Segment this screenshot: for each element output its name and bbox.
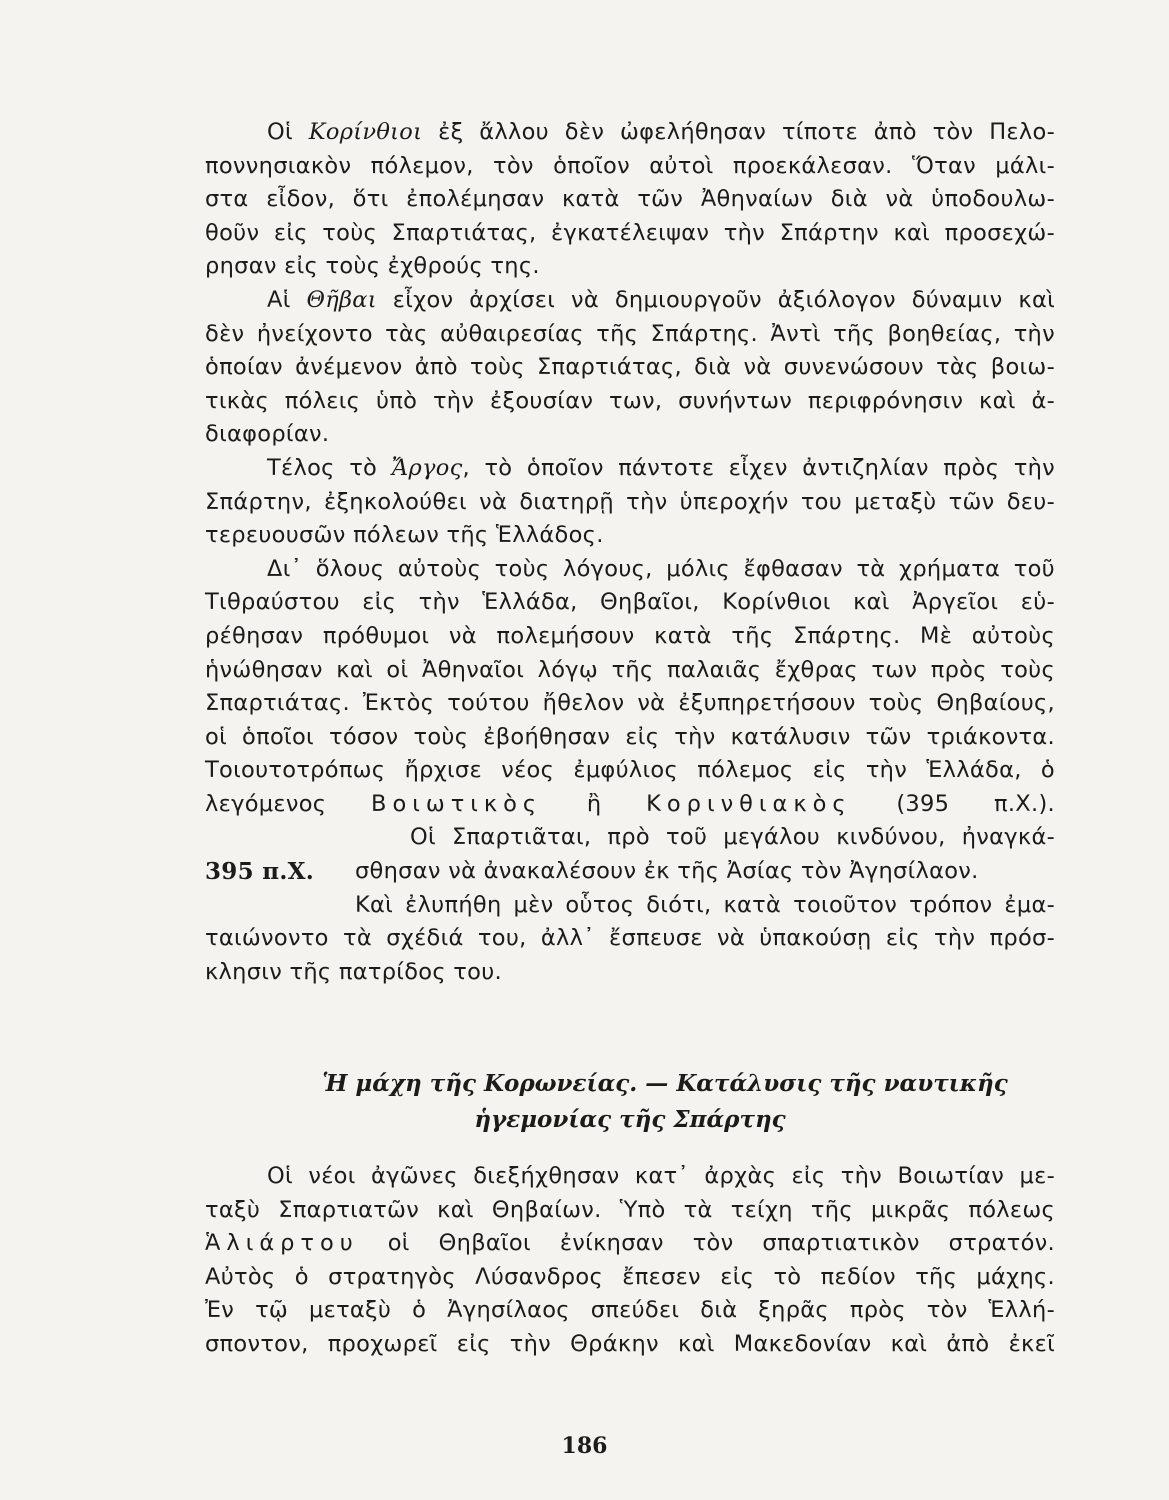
- text-line: τικὰς πόλεις ὑπὸ τὴν ἐξουσίαν των, συνήντων περιφρόνησιν καὶ ἀ-: [205, 387, 1055, 414]
- text-line: κλησιν τῆς πατρίδος του.: [205, 958, 502, 985]
- emphasis: Ἄργος: [391, 454, 463, 481]
- text-line: ποννησιακὸν πόλεμον, τὸν ὁποῖον αὐτοὶ προεκάλεσαν. Ὅταν μάλι-: [205, 152, 1055, 179]
- emphasis: Κορίνθιοι: [308, 119, 423, 145]
- text-line: ταιώνοντο τὰ σχέδιά του, ἀλλ᾽ ἔσπευσε νὰ ὑπακούσῃ εἰς τὴν πρόσ-: [205, 925, 1055, 952]
- text-line: λεγόμενος Βοιωτικὸς ἢ Κορινθιακὸς (395 π.Χ.).: [205, 790, 1056, 817]
- text-line: Καὶ ἐλυπήθη μὲν οὗτος διότι, κατὰ τοιοῦτον τρόπον ἐμα-: [355, 891, 1055, 918]
- text-line: ρέθησαν πρόθυμοι νὰ πολεμήσουν κατὰ τῆς Σπάρτης. Μὲ αὐτοὺς: [205, 622, 1055, 649]
- text-line: διαφορίαν.: [205, 421, 330, 448]
- spaced-term: Ἁλιάρτου: [205, 1230, 359, 1257]
- text-line: ρησαν εἰς τοὺς ἐχθρούς της.: [205, 253, 540, 280]
- text-line: ἡνώθησαν καὶ οἱ Ἀθηναῖοι λόγῳ τῆς παλαιᾶς ἔχθρας των πρὸς τοὺς: [205, 656, 1055, 683]
- text-line: Οἱ νέοι ἀγῶνες διεξήχθησαν κατ᾽ ἀρχὰς εἰς τὴν Βοιωτίαν με-: [267, 1163, 1055, 1189]
- text-line: σποντον, προχωρεῖ εἰς τὴν Θράκην καὶ Μακεδονίαν καὶ ἀπὸ ἐκεῖ: [205, 1330, 1055, 1357]
- text-line: Ἁλιάρτου οἱ Θηβαῖοι ἐνίκησαν τὸν σπαρτιατικὸν στρατόν.: [205, 1230, 1055, 1257]
- text-line: στα εἶδον, ὅτι ἐπολέμησαν κατὰ τῶν Ἀθηναίων διὰ νὰ ὑποδουλω-: [205, 186, 1055, 213]
- text-line: Οἱ Κορίνθιοι ἐξ ἄλλου δὲν ὠφελήθησαν τίποτε ἀπὸ τὸν Πελο-: [267, 119, 1055, 145]
- margin-date: 395 π.Χ.: [205, 858, 315, 886]
- text-line: Οἱ Σπαρτιᾶται, πρὸ τοῦ μεγάλου κινδύνου, ἠναγκά-: [410, 824, 1055, 851]
- text-line: τερευουσῶν πόλεων τῆς Ἑλλάδος.: [205, 522, 604, 549]
- page-number: 186: [561, 1433, 608, 1459]
- text-line: ταξὺ Σπαρτιατῶν καὶ Θηβαίων. Ὑπὸ τὰ τείχη τῆς μικρᾶς πόλεως: [205, 1196, 1055, 1223]
- section-heading: [205, 1066, 1055, 1138]
- text-line: θοῦν εἰς τοὺς Σπαρτιάτας, ἐγκατέλειψαν τὴν Σπάρτην καὶ προσεχώ-: [205, 219, 1055, 246]
- text-line: ὁποίαν ἀνέμενον ἀπὸ τοὺς Σπαρτιάτας, διὰ νὰ συνενώσουν τὰς βοιω-: [205, 354, 1055, 381]
- emphasis: Θῆβαι: [306, 286, 377, 313]
- text-line: δὲν ἠνείχοντο τὰς αὐθαιρεσίας τῆς Σπάρτης. Ἀντὶ τῆς βοηθείας, τὴν: [205, 320, 1055, 347]
- text-line: Τοιουτοτρόπως ἤρχισε νέος ἐμφύλιος πόλεμος εἰς τὴν Ἑλλάδα, ὁ: [205, 757, 1055, 784]
- spaced-term: Κορινθιακὸς: [646, 790, 852, 817]
- text-line: οἱ ὁποῖοι τόσον τοὺς ἐβοήθησαν εἰς τὴν κατάλυσιν τῶν τριάκοντα.: [205, 723, 1055, 750]
- text-line: Αὐτὸς ὁ στρατηγὸς Λύσανδρος ἔπεσεν εἰς τὸ πεδίον τῆς μάχης.: [205, 1263, 1055, 1290]
- main-text: [205, 116, 1055, 989]
- section-text: [205, 1160, 1055, 1362]
- spaced-term: Βοιωτικὸς: [371, 790, 543, 817]
- text-line: Ἐν τῷ μεταξὺ ὁ Ἀγησίλαος σπεύδει διὰ ξηρᾶς πρὸς τὸν Ἑλλή-: [205, 1297, 1055, 1324]
- section-heading-line: Ἡ μάχη τῆς Κορωνείας. — Κατάλυσις τῆς ναυτικῆς: [322, 1070, 1008, 1097]
- text-line: Δι᾽ ὅλους αὐτοὺς τοὺς λόγους, μόλις ἔφθασαν τὰ χρήματα τοῦ: [267, 555, 1055, 582]
- text-line: Σπάρτην, ἐξηκολούθει νὰ διατηρῇ τὴν ὑπεροχήν του μεταξὺ τῶν δευ-: [205, 488, 1055, 515]
- text-line: Αἱ Θῆβαι εἶχον ἀρχίσει νὰ δημιουργοῦν ἀξιόλογον δύναμιν καὶ: [267, 286, 1055, 313]
- text-line: Τέλος τὸ Ἄργος, τὸ ὁποῖον πάντοτε εἶχεν ἀντιζηλίαν πρὸς τὴν: [267, 454, 1055, 481]
- text-line: Σπαρτιάτας. Ἐκτὸς τούτου ἤθελον νὰ ἐξυπηρετήσουν τοὺς Θηβαίους,: [205, 690, 1055, 717]
- text-line: 395 π.Χ. σθησαν νὰ ἀνακαλέσουν ἐκ τῆς Ἀσίας τὸν Ἀγησίλαον.: [205, 855, 1055, 889]
- text-line: Τιθραύστου εἰς τὴν Ἑλλάδα, Θηβαῖοι, Κορίνθιοι καὶ Ἀργεῖοι εὑ-: [205, 589, 1055, 616]
- section-heading-line: ἡγεμονίας τῆς Σπάρτης: [474, 1106, 786, 1133]
